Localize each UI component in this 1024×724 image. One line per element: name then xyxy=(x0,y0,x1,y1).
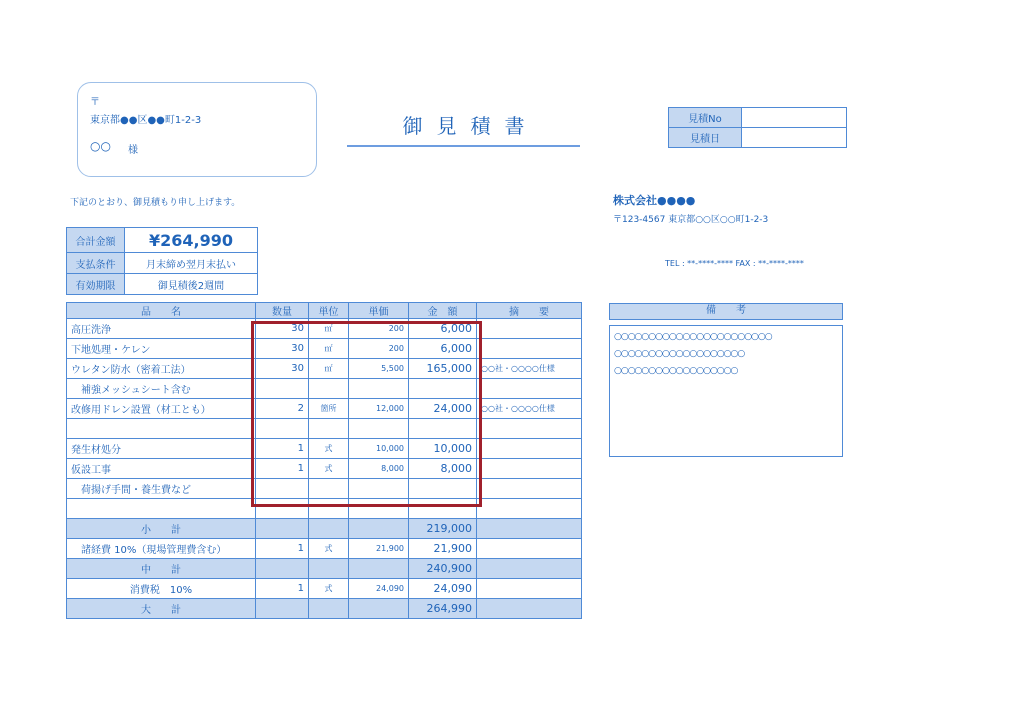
subtotal-row xyxy=(67,519,582,539)
total-value: ¥264,990 xyxy=(125,228,258,253)
payment-label: 支払条件 xyxy=(67,253,125,274)
valid-value: 御見積後2週間 xyxy=(125,274,258,295)
item-name: 補強メッシュシート含む xyxy=(67,379,256,399)
grandtotal-label: 大 計 xyxy=(67,599,256,619)
item-unit: ㎡ xyxy=(309,359,349,379)
title-underline xyxy=(347,145,580,147)
item-unit: 箇所 xyxy=(309,399,349,419)
item-price: 12,000 xyxy=(349,399,409,419)
quote-no-label: 見積No xyxy=(669,108,742,128)
item-name: 荷揚げ手間・養生費など xyxy=(67,479,256,499)
expense-amount: 21,900 xyxy=(409,539,477,559)
notes-line: ○○○○○○○○○○○○○○○○○○○ xyxy=(614,349,745,359)
item-unit: ㎡ xyxy=(309,339,349,359)
item-name xyxy=(67,499,256,519)
document-title: 御見積書 xyxy=(402,114,539,138)
header-amount: 金 額 xyxy=(409,303,477,319)
item-qty: 30 xyxy=(256,339,309,359)
item-amount: 10,000 xyxy=(409,439,477,459)
subtotal-value: 219,000 xyxy=(409,519,477,539)
expense-qty: 1 xyxy=(256,539,309,559)
notes-header: 備 考 xyxy=(609,303,843,320)
intro-text: 下記のとおり、御見積もり申し上げます。 xyxy=(70,198,241,208)
item-qty: 1 xyxy=(256,439,309,459)
expense-price: 21,900 xyxy=(349,539,409,559)
item-unit: 式 xyxy=(309,439,349,459)
midtotal-value: 240,900 xyxy=(409,559,477,579)
tax-name: 消費税 10% xyxy=(67,579,256,599)
tax-price: 24,090 xyxy=(349,579,409,599)
item-name: ウレタン防水（密着工法） xyxy=(67,359,256,379)
summary-table xyxy=(66,227,258,295)
recipient-honorific: 様 xyxy=(128,145,138,156)
item-name: 高圧洗浄 xyxy=(67,319,256,339)
item-amount: 165,000 xyxy=(409,359,477,379)
recipient-address: 東京都●●区●●町1-2-3 xyxy=(90,115,202,126)
grandtotal-value: 264,990 xyxy=(409,599,477,619)
tax-unit: 式 xyxy=(309,579,349,599)
header-qty: 数量 xyxy=(256,303,309,319)
item-note: ○○社・○○○○仕様 xyxy=(477,359,582,379)
item-price: 5,500 xyxy=(349,359,409,379)
midtotal-row xyxy=(67,559,582,579)
company-tel-fax: TEL : **-****-**** FAX : **-****-**** xyxy=(665,259,804,268)
quote-date-value[interactable] xyxy=(742,128,847,148)
item-amount: 24,000 xyxy=(409,399,477,419)
header-note: 摘 要 xyxy=(477,303,582,319)
item-note xyxy=(477,379,582,399)
item-note xyxy=(477,339,582,359)
item-unit: ㎡ xyxy=(309,319,349,339)
quote-no-value[interactable] xyxy=(742,108,847,128)
item-qty: 30 xyxy=(256,359,309,379)
item-note xyxy=(477,459,582,479)
midtotal-label: 中 計 xyxy=(67,559,256,579)
item-price: 200 xyxy=(349,319,409,339)
header-price: 単価 xyxy=(349,303,409,319)
quote-date-label: 見積日 xyxy=(669,128,742,148)
header-unit: 単位 xyxy=(309,303,349,319)
payment-value: 月末締め翌月末払い xyxy=(125,253,258,274)
item-name: 仮設工事 xyxy=(67,459,256,479)
total-label: 合計金額 xyxy=(67,228,125,253)
item-note xyxy=(477,499,582,519)
recipient-box xyxy=(77,82,317,177)
grandtotal-row xyxy=(67,599,582,619)
expense-row xyxy=(67,539,582,559)
header-item: 品 名 xyxy=(67,303,256,319)
item-price: 8,000 xyxy=(349,459,409,479)
expense-unit: 式 xyxy=(309,539,349,559)
valid-label: 有効期限 xyxy=(67,274,125,295)
company-address: 〒123-4567 東京都○○区○○町1-2-3 xyxy=(613,215,769,225)
company-name: 株式会社●●●● xyxy=(613,194,696,207)
item-amount: 8,000 xyxy=(409,459,477,479)
item-amount: 6,000 xyxy=(409,339,477,359)
tax-row xyxy=(67,579,582,599)
recipient-name: ○○ xyxy=(90,139,111,153)
item-amount: 6,000 xyxy=(409,319,477,339)
tax-amount: 24,090 xyxy=(409,579,477,599)
item-name: 発生材処分 xyxy=(67,439,256,459)
item-qty: 30 xyxy=(256,319,309,339)
notes-body[interactable] xyxy=(609,325,843,457)
item-name: 改修用ドレン設置（材工とも） xyxy=(67,399,256,419)
postal-mark: 〒 xyxy=(90,97,100,108)
item-unit: 式 xyxy=(309,459,349,479)
item-qty: 1 xyxy=(256,459,309,479)
item-note xyxy=(477,439,582,459)
item-price: 200 xyxy=(349,339,409,359)
tax-qty: 1 xyxy=(256,579,309,599)
highlight-box xyxy=(251,321,482,507)
item-price: 10,000 xyxy=(349,439,409,459)
item-note xyxy=(477,479,582,499)
item-note xyxy=(477,319,582,339)
quote-info-table xyxy=(668,107,847,148)
notes-line: ○○○○○○○○○○○○○○○○○○ xyxy=(614,366,738,376)
item-name xyxy=(67,419,256,439)
item-note xyxy=(477,419,582,439)
item-note: ○○社・○○○○仕様 xyxy=(477,399,582,419)
item-qty: 2 xyxy=(256,399,309,419)
notes-line: ○○○○○○○○○○○○○○○○○○○○○○○ xyxy=(614,332,772,342)
subtotal-label: 小 計 xyxy=(67,519,256,539)
item-name: 下地処理・ケレン xyxy=(67,339,256,359)
expense-name: 諸経費 10%（現場管理費含む） xyxy=(67,539,256,559)
